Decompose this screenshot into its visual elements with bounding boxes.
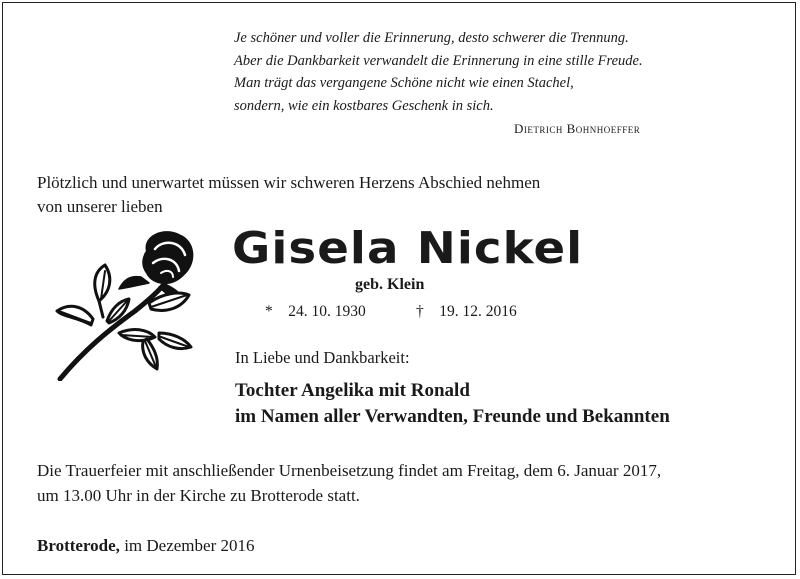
deceased-name: Gisela Nickel (232, 223, 584, 274)
intro-line: von unserer lieben (37, 197, 163, 216)
mourner-line: im Namen aller Verwandten, Freunde und Bekannten (235, 406, 670, 427)
quote-line: Aber die Dankbarkeit verwandelt die Erinnerung in eine stille Freude. (234, 52, 643, 69)
intro-line: Plötzlich und unerwartet müssen wir schweren Herzens Abschied nehmen (37, 173, 541, 192)
life-dates (265, 303, 517, 321)
closing-line (37, 536, 254, 556)
quote-line: Man trägt das vergangene Schöne nicht wie einen Stachel, (234, 75, 574, 91)
death-group (416, 303, 517, 321)
death-date: 19. 12. 2016 (439, 303, 517, 320)
mourner-line: Tochter Angelika mit Ronald (235, 380, 470, 401)
closing-place: Brotterode, (37, 536, 120, 555)
quote-author: Dietrich Bohnhoeffer (514, 121, 641, 136)
birth-star-icon: * (265, 303, 273, 320)
intro-text (37, 171, 540, 219)
birth-date: 24. 10. 1930 (288, 303, 366, 320)
ceremony-info (37, 458, 661, 508)
ceremony-line: um 13.00 Uhr in der Kirche zu Brotterode statt. (37, 486, 360, 505)
birth-name: geb. Klein (355, 276, 425, 293)
obituary-notice (2, 2, 796, 575)
mourners-list (235, 378, 670, 430)
memorial-quote (234, 27, 694, 117)
closing-date: im Dezember 2016 (124, 536, 255, 555)
death-cross-icon: † (416, 303, 424, 320)
quote-line: Je schöner und voller die Erinnerung, desto schwerer die Trennung. (234, 30, 629, 46)
rose-icon (55, 229, 205, 381)
ceremony-line: Die Trauerfeier mit anschließender Urnenbeisetzung findet am Freitag, dem 6. Januar 2017, (37, 461, 662, 480)
mourners-intro: In Liebe und Dankbarkeit: (235, 348, 410, 367)
quote-line: sondern, wie ein kostbares Geschenk in sich. (234, 97, 494, 114)
